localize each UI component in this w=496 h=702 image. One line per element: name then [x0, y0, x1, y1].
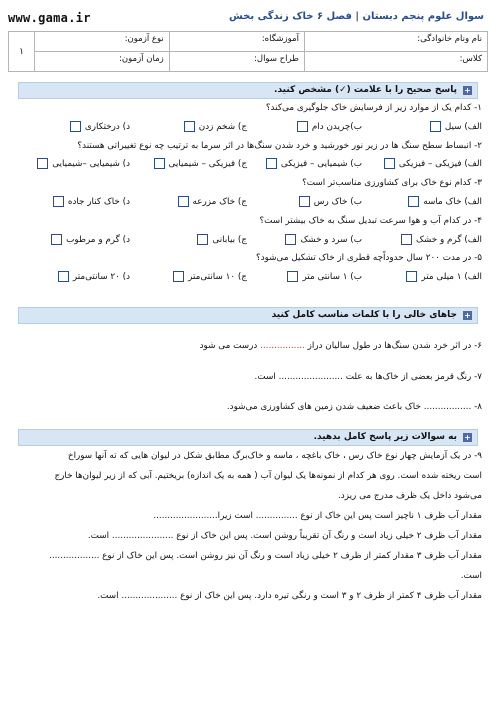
question-4-options — [12, 234, 482, 248]
checkbox[interactable] — [285, 234, 296, 245]
section-essay-header — [18, 429, 478, 446]
checkbox[interactable] — [401, 234, 412, 245]
option-c[interactable]: ج) خاک مزرعه — [178, 196, 247, 207]
question-2-options — [12, 158, 482, 172]
checkbox[interactable] — [297, 121, 308, 132]
essay-line: ۹- در یک آزمایش چهار نوع خاک رس ، خاک باغچه ، ماسه و خاک‌برگ مطابق شکل در لیوان هایی که ته آنها سوراخ — [67, 451, 482, 461]
question-2: ۲- انبساط سطح سنگ ها در زیر نور خورشید و خرد شدن سنگ‌ها در اثر سرما به ترتیب چه نوع تغییراتی هستند؟ — [77, 141, 482, 151]
option-c[interactable]: ج) ۱۰ سانتی‌متر — [173, 271, 247, 282]
checkbox[interactable] — [154, 158, 165, 169]
checkbox[interactable] — [58, 271, 69, 282]
question-1: ۱- کدام یک از موارد زیر از فرسایش خاک جلوگیری می‌کند؟ — [265, 103, 482, 113]
checkbox[interactable] — [178, 196, 189, 207]
checkbox[interactable] — [51, 234, 62, 245]
section-heading: به سوالات زیر پاسخ کامل بدهید. — [313, 432, 457, 442]
plus-icon: + — [464, 86, 471, 95]
essay-line: مقدار آب ظرف ۴ کمتر از ظرف ۲ و ۳ است و رنگی تیره دارد. پس این خاک از نوع .................... است. — [97, 591, 482, 601]
class-field: کلاس: — [304, 52, 487, 72]
checkbox[interactable] — [37, 158, 48, 169]
question-3-options — [12, 196, 482, 210]
essay-line: است ریخته شده است. روی هر کدام از نمونه‌ها یک لیوان آب ( همه به یک اندازه) بریختیم. آبی که از زیر لیوان‌ها خارج — [54, 471, 482, 481]
section-fill-blank-header — [18, 307, 478, 324]
option-b[interactable]: ب) ۱ سانتی متر — [287, 271, 362, 282]
checkbox[interactable] — [406, 271, 417, 282]
section-heading: پاسخ صحیح را با علامت (✓) مشخص کنید. — [274, 85, 457, 95]
exam-type-field: نوع آزمون: — [35, 32, 170, 52]
site-watermark: www.gama.ir — [8, 11, 91, 25]
option-d[interactable]: د) خاک کنار جاده — [53, 196, 130, 207]
option-c[interactable]: ج) بیابانی — [197, 234, 247, 245]
checkbox[interactable] — [53, 196, 64, 207]
student-info-table — [8, 31, 488, 72]
checkbox[interactable] — [287, 271, 298, 282]
option-a[interactable]: الف) گرم و خشک — [401, 234, 482, 245]
option-b[interactable]: ب) سرد و خشک — [285, 234, 362, 245]
essay-line: است. — [460, 571, 482, 581]
question-1-options — [12, 121, 482, 135]
essay-line: مقدار آب ظرف ۱ ناچیز است پس این خاک از نوع ............... است زیرا....................... — [153, 511, 482, 521]
checkbox[interactable] — [299, 196, 310, 207]
checkbox[interactable] — [408, 196, 419, 207]
plus-icon: + — [464, 433, 471, 442]
essay-line: مقدار آب ظرف ۳ مقدار کمتر از ظرف ۲ خیلی زیاد است و رنگ آن نیز روشن است. پس این خاک از نوع .................. — [49, 551, 482, 561]
document-title: سوال علوم پنجم دبستان | فصل ۶ خاک زندگی بخش — [229, 11, 484, 22]
designer-field: طراح سوال: — [169, 52, 304, 72]
option-d[interactable]: د) شیمیایی –شیمیایی — [37, 158, 130, 169]
question-5: ۵- در مدت ۲۰۰ سال حدوداًچه قطری از خاک تشکیل می‌شود؟ — [256, 253, 482, 263]
option-a[interactable]: الف) خاک ماسه — [408, 196, 482, 207]
name-field: نام ونام خانوادگی: — [304, 32, 487, 52]
fill-blank-8: ۸- ................. خاک باعث ضعیف شدن زمین های کشاورزی می‌شود. — [226, 402, 482, 412]
option-d[interactable]: د) ۲۰ سانتی‌متر — [58, 271, 130, 282]
option-c[interactable]: ج) فیزیکی – شیمیایی — [154, 158, 247, 169]
fill-blank-6: ۶- در اثر خرد شدن سنگ‌ها در طول سالیان دراز ................ درست می شود — [199, 341, 482, 351]
checkbox[interactable] — [197, 234, 208, 245]
option-b[interactable]: ب)چریدن دام — [297, 121, 362, 132]
checkbox[interactable] — [173, 271, 184, 282]
fill-blank-7: ۷- رنگ قرمز بعضی از خاک‌ها به علت ....................... است. — [254, 372, 482, 382]
school-field: آموزشگاه: — [169, 32, 304, 52]
option-a[interactable]: الف) ۱ میلی متر — [406, 271, 482, 282]
essay-line: مقدار آب ظرف ۲ خیلی زیاد است و رنگ آن تقریباً روشن است. پس این خاک از نوع ...................... است. — [87, 531, 482, 541]
essay-line: می‌شود داخل یک ظرف مدرج می ریزد. — [338, 491, 482, 501]
checkbox[interactable] — [384, 158, 395, 169]
option-b[interactable]: ب) شیمیایی – فیزیکی — [266, 158, 362, 169]
page-number: ۱ — [9, 32, 35, 72]
section-heading: جاهای خالی را با کلمات مناسب کامل کنید — [271, 310, 457, 320]
question-3: ۳- کدام نوع خاک برای کشاورزی مناسب‌تر است؟ — [302, 178, 482, 188]
checkbox[interactable] — [266, 158, 277, 169]
option-a[interactable]: الف) سیل — [430, 121, 482, 132]
question-4: ۴- در کدام آب و هوا سرعت تبدیل سنگ به خاک بیشتر است؟ — [259, 216, 482, 226]
option-c[interactable]: ج) شخم زدن — [184, 121, 247, 132]
plus-icon: + — [464, 311, 471, 320]
option-d[interactable]: د) درختکاری — [70, 121, 130, 132]
checkbox[interactable] — [70, 121, 81, 132]
blank[interactable]: ................ — [260, 341, 305, 351]
option-d[interactable]: د) گرم و مرطوب — [51, 234, 130, 245]
blank[interactable]: ....................... — [278, 372, 343, 382]
checkbox[interactable] — [430, 121, 441, 132]
section-multiple-choice-header — [18, 82, 478, 99]
checkbox[interactable] — [184, 121, 195, 132]
blank[interactable]: ................. — [423, 402, 472, 412]
question-5-options — [12, 271, 482, 285]
option-a[interactable]: الف) فیزیکی – فیزیکی — [384, 158, 482, 169]
time-field: زمان آزمون: — [35, 52, 170, 72]
option-b[interactable]: ب) خاک رس — [299, 196, 362, 207]
